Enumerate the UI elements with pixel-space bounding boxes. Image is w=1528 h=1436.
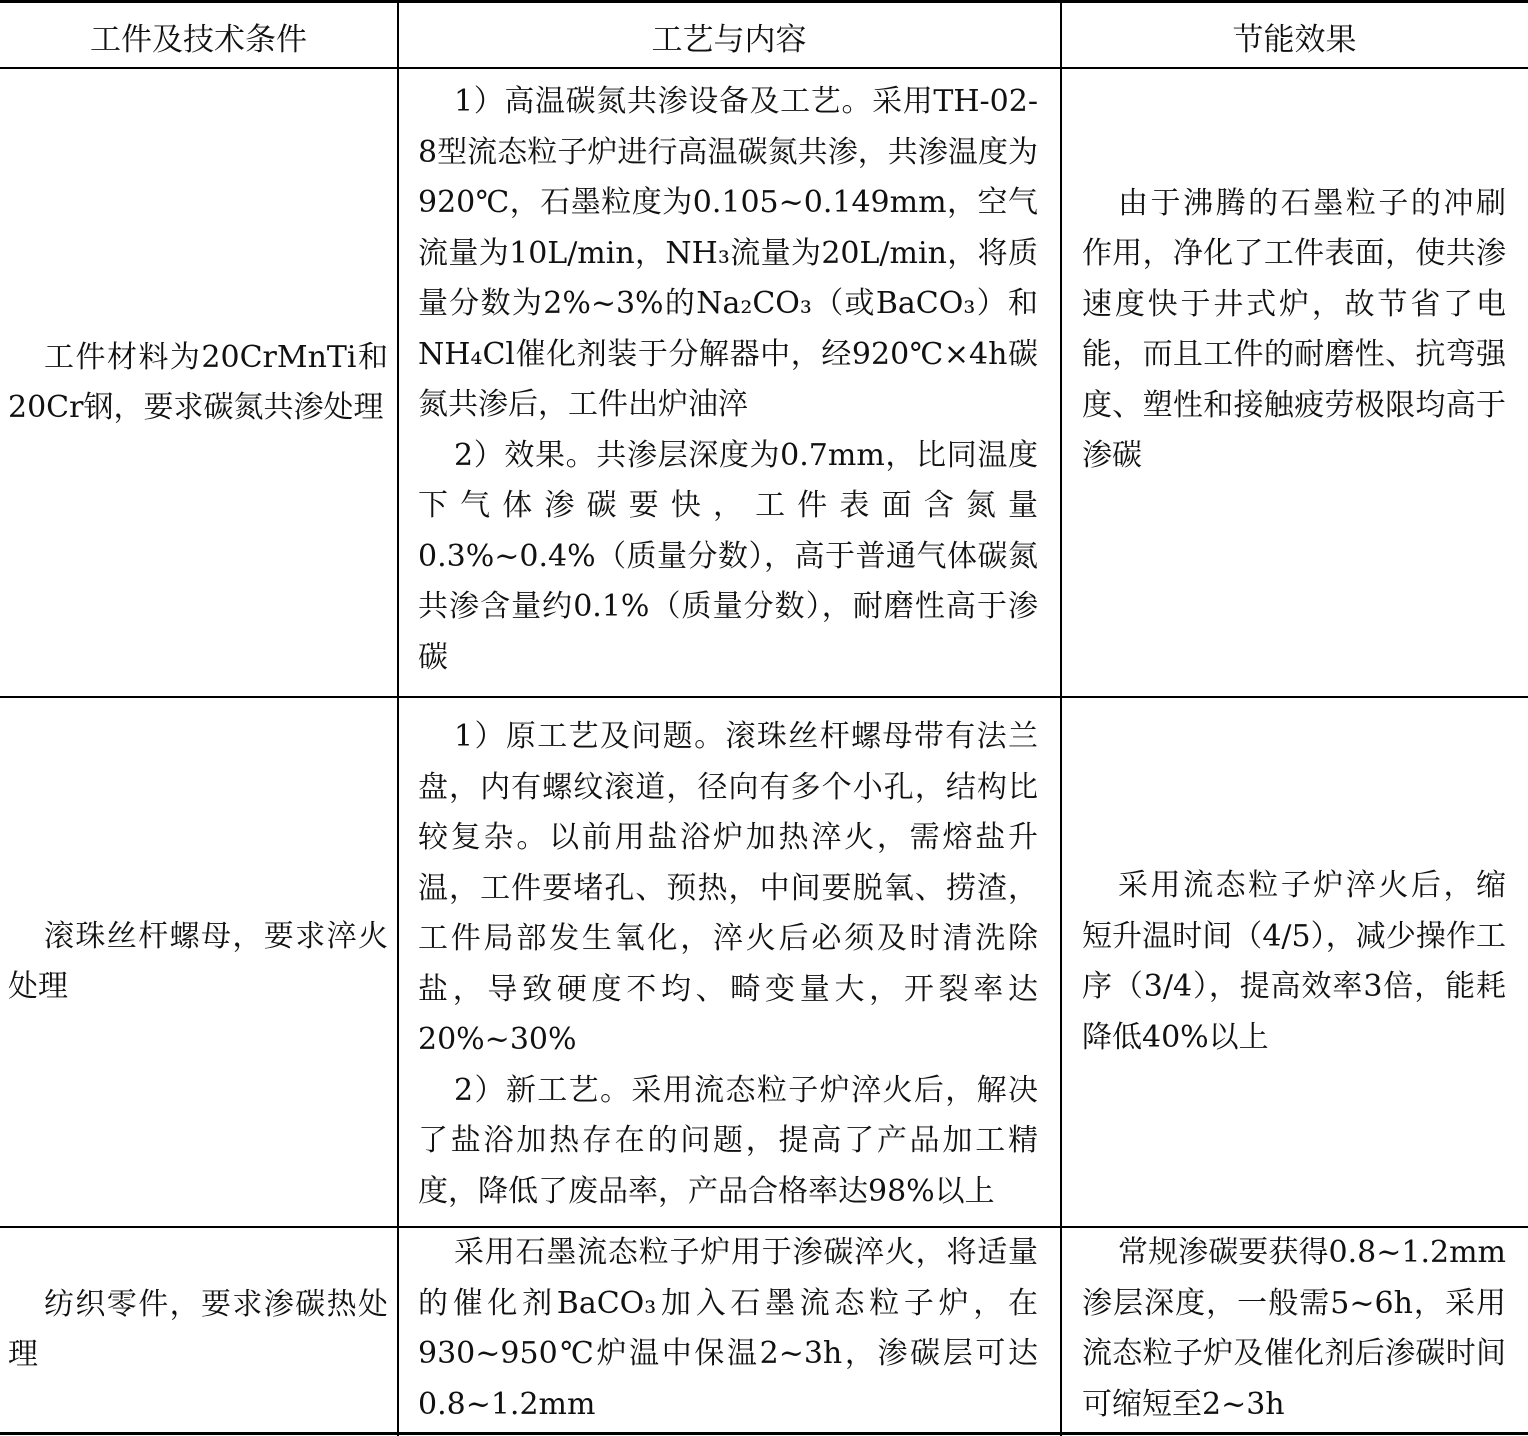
header-process-label: 工艺与内容 bbox=[651, 21, 807, 58]
condition-text: 工件材料为20CrMnTi和20Cr钢，要求碳氮共渗处理 bbox=[8, 339, 388, 425]
table-bottom-rule bbox=[0, 1432, 1528, 1435]
effect-text: 采用流态粒子炉淬火后，缩短升温时间（4/5），减少操作工序（3/4），提高效率3倍，能耗降低40%以上 bbox=[1082, 868, 1506, 1055]
effect-text: 由于沸腾的石墨粒子的冲刷作用，净化了工件表面，使共渗速度快于井式炉，故节省了电能，而且工件的耐磨性、抗弯强度、塑性和接触疲劳极限均高于渗碳 bbox=[1082, 185, 1506, 473]
table-row-3-process bbox=[418, 1228, 1038, 1430]
table-row-1-condition bbox=[8, 70, 388, 696]
header-cell-condition bbox=[0, 2, 397, 70]
header-cell-process bbox=[398, 2, 1060, 70]
process-step-1: 1）原工艺及问题。滚珠丝杆螺母带有法兰盘，内有螺纹滚道，径向有多个小孔，结构比较复杂。以前用盐浴炉加热淬火，需熔盐升温，工件要堵孔、预热，中间要脱氧、捞渣，工件局部发生氧化，淬火后必须及时清洗除盐，导致硬度不均、畸变量大，开裂率达20%~30% bbox=[418, 719, 1038, 1057]
table-row-3-effect bbox=[1082, 1228, 1506, 1430]
process-text: 采用石墨流态粒子炉用于渗碳淬火，将适量的催化剂BaCO₃加入石墨流态粒子炉，在930~950℃炉温中保温2~3h，渗碳层可达0.8~1.2mm bbox=[418, 1235, 1038, 1422]
header-effect-label: 节能效果 bbox=[1232, 21, 1357, 58]
effect-text: 常规渗碳要获得0.8~1.2mm渗层深度，一般需5~6h，采用流态粒子炉及催化剂后渗碳时间可缩短至2~3h bbox=[1082, 1235, 1506, 1422]
condition-text: 滚珠丝杆螺母，要求淬火处理 bbox=[8, 918, 388, 1004]
table-row-1-effect bbox=[1082, 70, 1506, 590]
header-cell-effect bbox=[1061, 2, 1528, 70]
table-row-2-process bbox=[418, 712, 1038, 1217]
table-row-2-condition bbox=[8, 698, 388, 1226]
column-divider bbox=[1060, 0, 1062, 1436]
process-step-2: 2）效果。共渗层深度为0.7mm，比同温度下气体渗碳要快，工件表面含氮量0.3%~0.4%（质量分数），高于普通气体碳氮共渗含量约0.1%（质量分数），耐磨性高于渗碳 bbox=[418, 437, 1038, 675]
condition-text: 纺织零件，要求渗碳热处理 bbox=[8, 1286, 388, 1372]
header-condition-label: 工件及技术条件 bbox=[90, 21, 307, 58]
table-row-3-condition bbox=[8, 1228, 388, 1432]
process-step-1: 1）高温碳氮共渗设备及工艺。采用TH-02-8型流态粒子炉进行高温碳氮共渗，共渗温度为920℃，石墨粒度为0.105~0.149mm，空气流量为10L/min，NH₃流量为20L/min，将质量分数为2%~3%的Na₂CO₃（或BaCO₃）和NH₄Cl催化剂装于分解器中，经920℃×4h碳氮共渗后，工件出炉油淬 bbox=[418, 84, 1038, 422]
column-divider bbox=[397, 0, 399, 1436]
table-row-2-effect bbox=[1082, 698, 1506, 1226]
table-row-1-process bbox=[418, 77, 1038, 683]
process-step-2: 2）新工艺。采用流态粒子炉淬火后，解决了盐浴加热存在的问题，提高了产品加工精度，降低了废品率，产品合格率达98%以上 bbox=[418, 1072, 1038, 1209]
